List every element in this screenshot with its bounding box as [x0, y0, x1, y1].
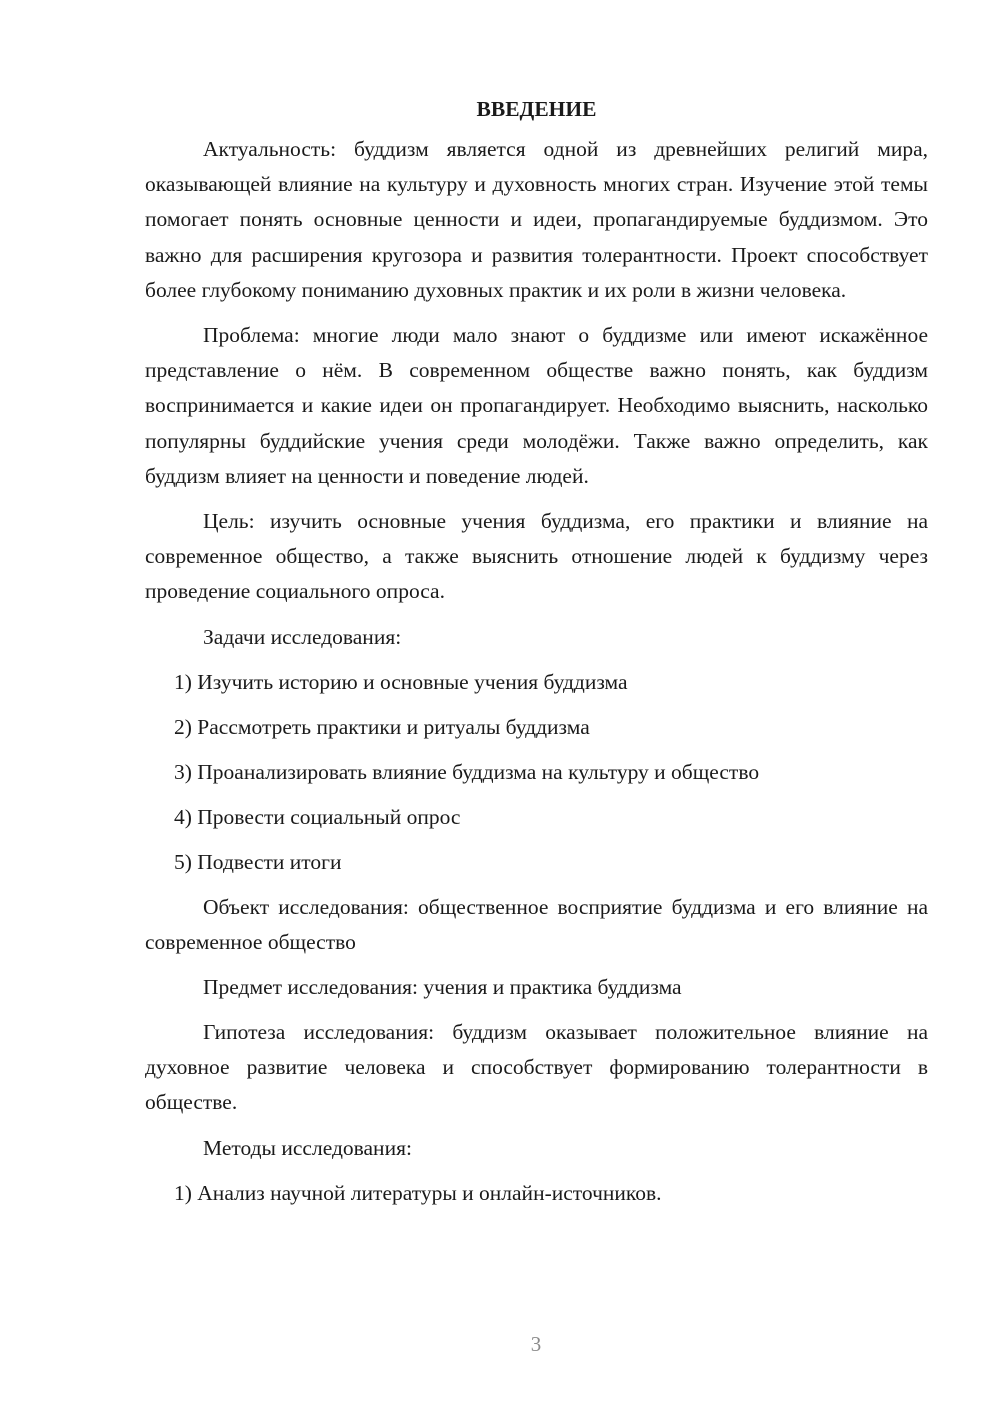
hypothesis-paragraph: Гипотеза исследования: буддизм оказывает положительное влияние на духовное развитие человека и способствует формированию толерантности в обществе.: [145, 1020, 928, 1115]
task-item: 3) Проанализировать влияние буддизма на культуру и общество: [174, 759, 760, 784]
actuality-paragraph: Актуальность: буддизм является одной из древнейших религий мира, оказывающей влияние на культуру и духовность многих стран. Изучение этой темы помогает понять основные ценности и идеи, пропагандируемые буддизмом. Это важно для расширения кругозора и развития толерантности. Проект способствует более глубокому пониманию духовных практик и их роли в жизни человека.: [145, 137, 928, 302]
task-item: 2) Рассмотреть практики и ритуалы буддизма: [174, 714, 590, 739]
tasks-heading: Задачи исследования:: [203, 624, 402, 649]
problem-paragraph: Проблема: многие люди мало знают о буддизме или имеют искажённое представление о нём. В современном обществе важно понять, как буддизм воспринимается и какие идеи он пропагандирует. Необходимо выяснить, насколько популярны буддийские учения среди молодёжи. Также важно определить, как буддизм влияет на ценности и поведение людей.: [145, 323, 928, 488]
task-item: 4) Провести социальный опрос: [174, 804, 461, 829]
page-number: 3: [530, 1332, 542, 1356]
methods-heading: Методы исследования:: [203, 1135, 412, 1160]
document-page: [145, 92, 928, 1221]
goal-paragraph: Цель: изучить основные учения буддизма, его практики и влияние на современное общество, а также выяснить отношение людей к буддизму через проведение социального опроса.: [145, 509, 928, 604]
task-item: 1) Изучить историю и основные учения буддизма: [174, 669, 628, 694]
object-paragraph: Объект исследования: общественное восприятие буддизма и его влияние на современное общество: [145, 894, 928, 954]
section-title: ВВЕДЕНИЕ: [476, 97, 597, 121]
method-item: 1) Анализ научной литературы и онлайн-источников.: [174, 1180, 662, 1205]
subject-line: Предмет исследования: учения и практика буддизма: [203, 975, 682, 1000]
task-item: 5) Подвести итоги: [174, 849, 342, 874]
